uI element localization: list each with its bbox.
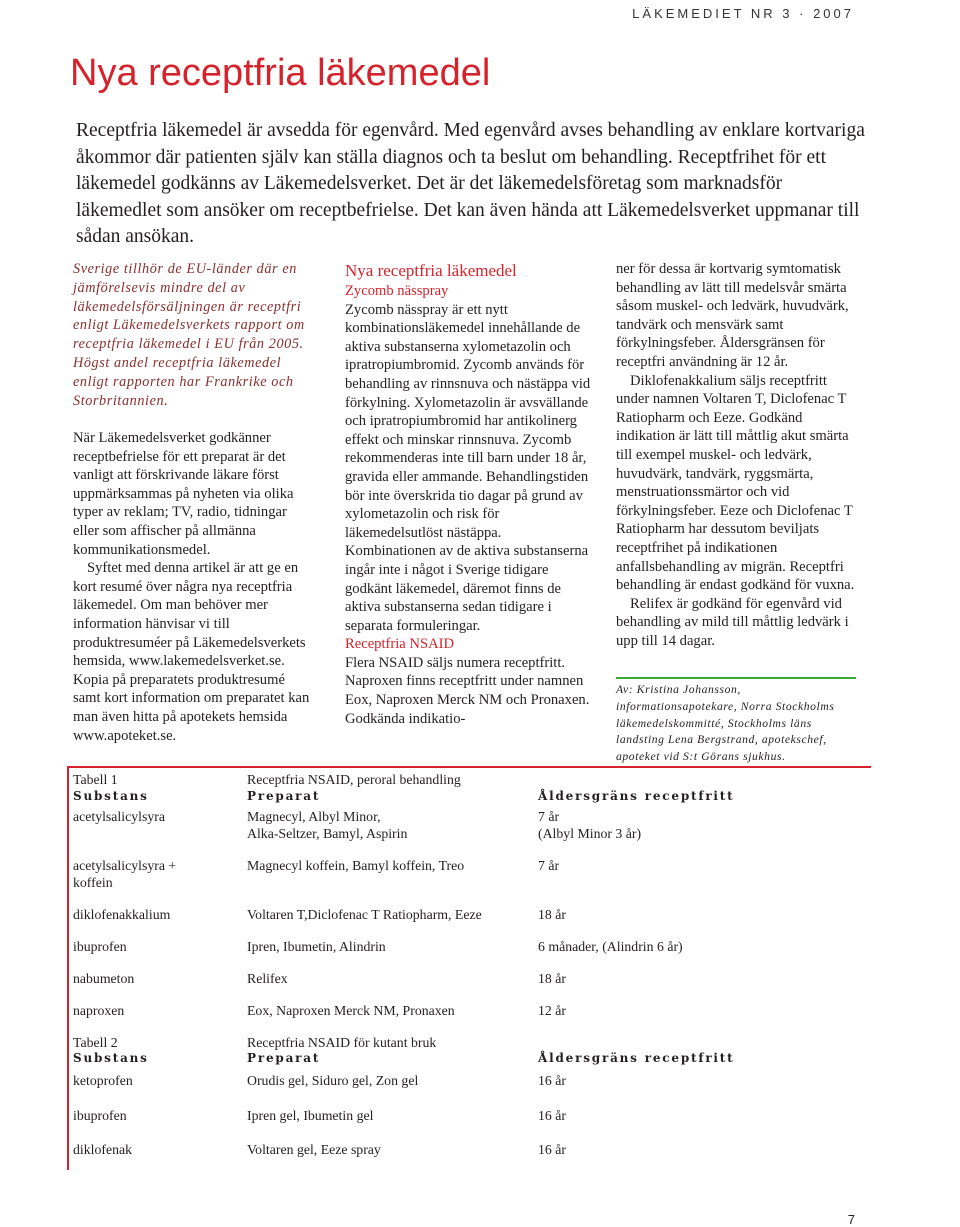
table-cell: 16 år: [538, 1073, 566, 1088]
byline: Av: Kristina Johansson, informationsapotekare, Norra Stockholms läkemedelskommitté, Stockholms läns landsting Lena Bergstrand, apotekschef, apoteket vid S:t Görans sjukhus.: [616, 683, 835, 764]
table-cell: 16 år: [538, 1108, 566, 1123]
table-caption: Receptfria NSAID för kutant bruk: [247, 1035, 437, 1050]
pull-quote: Sverige tillhör de EU-länder där en jämförelsevis mindre del av läkemedelsförsäljningen är receptfri enligt Läkemedelsverkets rapport om receptfria läkemedel i EU från 2005. Högst andel receptfria läkemedel enligt rapporten har Frankrike och Storbritannien.: [73, 261, 305, 409]
subheading-zycomb: Zycomb nässpray: [345, 283, 449, 299]
table-label: Tabell 2: [73, 1035, 118, 1050]
table-cell: Orudis gel, Siduro gel, Zon gel: [247, 1073, 419, 1088]
table-cell: acetylsalicylsyra +: [73, 858, 177, 873]
byline-divider: [616, 677, 856, 679]
table-caption: Receptfria NSAID, peroral behandling: [247, 772, 461, 787]
table-cell: 12 år: [538, 1003, 566, 1018]
table-cell: Ipren, Ibumetin, Alindrin: [247, 939, 386, 954]
column-header: Substans: [73, 1051, 149, 1065]
table-cell: 7 år: [538, 858, 560, 873]
table-cell: 7 år: [538, 809, 560, 824]
table-cell: nabumeton: [73, 971, 135, 986]
column-2-paragraph: Flera NSAID säljs numera receptfritt. Naproxen finns receptfritt under namnen Eox, Naproxen Merck NM och Pronaxen. Godkända indikatio-: [345, 654, 590, 727]
table-cell: Voltaren T,Diclofenac T Ratiopharm, Eeze: [247, 907, 482, 922]
column-2: [345, 260, 591, 728]
column-header: Åldersgräns receptfritt: [538, 789, 735, 803]
table-label: Tabell 1: [73, 772, 118, 787]
column-1-paragraph: När Läkemedelsverket godkänner receptbefrielse för ett preparat är det vanligt att förskrivande läkare först uppmärksammas på nyheten via olika typer av reklam; TV, radio, tidningar eller som affischer på allmänna kommunikationsmedel.: [73, 430, 294, 558]
table-cell: 18 år: [538, 971, 566, 986]
table-cell: ibuprofen: [73, 1108, 127, 1123]
table-cell: Magnecyl koffein, Bamyl koffein, Treo: [247, 858, 465, 873]
table-cell: acetylsalicylsyra: [73, 809, 165, 824]
table-cell: diklofenakkalium: [73, 907, 171, 922]
page-number: 7: [847, 1212, 855, 1227]
column-header: Preparat: [247, 789, 321, 803]
lead-paragraph: Receptfria läkemedel är avsedda för egenvård. Med egenvård avses behandling av enklare kortvariga åkommor där patienten själv kan ställa diagnos och ta beslut om behandling. Receptfrihet för ett läkemedel godkänns av Läkemedelsverket. Det är det läkemedelsföretag som marknadsför läkemedlet som ansöker om receptbefrielse. Det kan även hända att Läkemedelsverket uppmanar till sådan ansökan.: [76, 120, 865, 247]
column-header: Substans: [73, 789, 149, 803]
table-cell: Relifex: [247, 971, 288, 986]
column-1-paragraph: Syftet med denna artikel är att ge en kort resumé över några nya receptfria läkemedel. Om man behöver mer information hänvisar vi till produktresuméer på Läkemedelsverkets hemsida, www.lakemedelsverket.se. Kopia på preparatets produktresumé samt kort information om preparatet kan man även hitta på apotekets hemsida www.apoteket.se.: [73, 560, 310, 744]
table-cell: Magnecyl, Albyl Minor,: [247, 809, 381, 824]
column-header: Preparat: [247, 1051, 321, 1065]
table-cell: ibuprofen: [73, 939, 127, 954]
column-3: [616, 260, 860, 650]
column-1: [73, 429, 313, 745]
table-cell: 6 månader, (Alindrin 6 år): [538, 939, 683, 954]
column-2-paragraph: Zycomb nässpray är ett nytt kombinationsläkemedel innehållande de aktiva substanserna xylometazolin och ipratropiumbromid. Zycomb används för behandling av rinnsnuva och nästäppa vid förkylning. Xylometazolin är avsvällande och ipratropiumbromid har antikolinerg effekt och minskar rinnsnuva. Zycomb rekommenderas inte till barn under 18 år, gravida eller ammande. Behandlingstiden bör inte överskrida tio dagar på grund av xylometazolin och risk för läkemedelsutlöst nästäppa. Kombinationen av de aktiva substanserna ingår inte i något i Sverige tidigare godkänt läkemedel, däremot finns de aktiva substanserna sedan tidigare i separata formuleringar.: [345, 301, 591, 634]
table-cell: diklofenak: [73, 1142, 133, 1157]
table-cell: 16 år: [538, 1142, 566, 1157]
running-header: LÄKEMEDIET NR 3 · 2007: [632, 6, 854, 21]
table-cell: (Albyl Minor 3 år): [538, 826, 642, 841]
column-header: Åldersgräns receptfritt: [538, 1051, 735, 1065]
column-3-paragraph: Diklofenakkalium säljs receptfritt under namnen Voltaren T, Diclofenac T Ratiopharm och Eeze. Godkänd indikation är lätt till måttlig akut smärta till exempel muskel- och ledvärk, huvudvärk, tandvärk, ryggsmärta, menstruationssmärtor och vid förkylningsfeber. Eeze och Diclofenac T Ratiopharm har dessutom beviljats receptfrihet på indikationen anfallsbehandling av migrän. Receptfri behandling är endast godkänd för vuxna.: [616, 372, 855, 594]
column-3-paragraph: ner för dessa är kortvarig symtomatisk behandling av lätt till medelsvår smärta såsom muskel- och ledvärk, huvudvärk, tandvärk och mensvärk samt förkylningsfeber. Åldersgränsen för receptfri användning är 12 år.: [616, 261, 849, 370]
table-cell: naproxen: [73, 1003, 125, 1018]
table-cell: Ipren gel, Ibumetin gel: [247, 1108, 374, 1123]
page-title: Nya receptfria läkemedel: [70, 52, 491, 94]
subheading-nsaid: Receptfria NSAID: [345, 636, 455, 653]
table-cell: Eox, Naproxen Merck NM, Pronaxen: [247, 1003, 455, 1018]
table-cell: 18 år: [538, 907, 566, 922]
table-cell: koffein: [73, 875, 113, 890]
column-3-paragraph: Relifex är godkänd för egenvård vid behandling av mild till måttlig ledvärk i upp till 14 dagar.: [616, 595, 849, 649]
table-1-frame: [67, 766, 871, 1030]
table-cell: ketoprofen: [73, 1073, 133, 1088]
table-cell: Alka-Seltzer, Bamyl, Aspirin: [247, 826, 408, 841]
section-heading: Nya receptfria läkemedel: [345, 261, 517, 280]
table-cell: Voltaren gel, Eeze spray: [247, 1142, 381, 1157]
